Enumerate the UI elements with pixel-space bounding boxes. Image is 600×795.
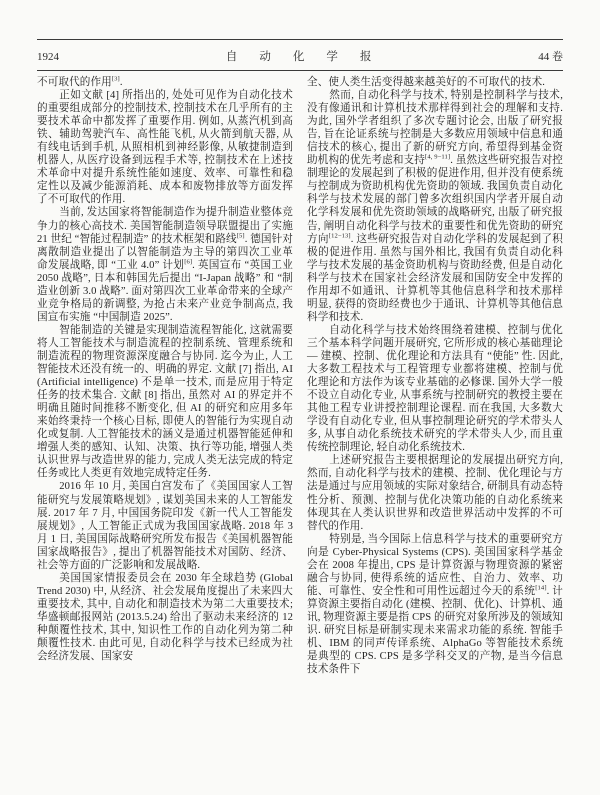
left-column	[37, 76, 293, 676]
paragraph	[307, 533, 563, 677]
page-header	[37, 48, 563, 64]
paragraph	[37, 206, 293, 323]
paragraph	[307, 324, 563, 454]
page-number: 1924	[37, 51, 59, 63]
text-run: 美国国家情报委员会在 2030 年全球趋势 (Global Trend 2030) 中, 从经济、社会发展角度提出了未来四大重要技术, 其中, 自动化和制造技术为第二大重要技术; 华盛顿邮报网站 (2013.5.24) 给出了驱动未来经济的 12 种颠覆性技术, 其中, 知识性工作的自动化列为第二种颠覆性技术. 由此可见, 自动化科学与技术已经成为社会经济发展、国家安	[37, 572, 293, 663]
citation-superscript: [5]	[236, 232, 245, 240]
paragraph	[307, 76, 563, 89]
paragraph	[37, 480, 293, 571]
paragraph	[307, 89, 563, 324]
text-run: 上述研究报告主要根据理论的发展提出研究方向, 然而, 自动化科学与技术的建模、控制、优化理论与方法是通过与应用领域的实际对象结合, 研制具有动态特性分析、预测、控制与优化决策功能的自动化系统来体现其在人类认识世界和改造世界活动中发挥的不可替代的作用.	[307, 455, 563, 532]
text-run: 不可取代的作用	[37, 77, 112, 88]
citation-superscript: [14]	[535, 584, 547, 592]
text-run: . 计算资源主要指自动化 (建模、控制、优化)、计算机、通讯, 物理资源主要是指 CPS 的研究对象所涉及的领域知识. 研究目标是研制实现未来需求功能的系统. 智能手机、IBM 的同声传译系统、AlphaGo 等智能技术系统是典型的 CPS. CPS 是多学科交叉的产物, 是当今信息技术条件下	[307, 585, 563, 676]
volume-label: 44 卷	[538, 51, 563, 63]
header-top-rule	[37, 39, 563, 40]
text-run: .	[119, 77, 123, 88]
text-run: 全、使人类生活变得越来越美好的不可取代的技术.	[307, 77, 546, 88]
text-run: 自动化科学与技术始终围绕着建模、控制与优化三个基本科学问题开展研究, 它所形成的核心基础理论 — 建模、控制、优化理论和方法具有 “使能” 性. 因此, 大多数工程技术与工程管理专业都将建模、控制与优化理论和方法作为该专业基础的必修课. 国外大学一般不设立自动化专业, 从事系统与控制研究的教授主要在其他工程专业讲授控制理论课程. 而在我国, 大多数大学设有自动化专业, 但从事控制理论研究的学术带头人多, 从事自动化系统技术研究的学术带头人少, 而且重传统控制理论, 轻自动化系统技术.	[307, 324, 563, 454]
text-run: . 这些研究报告对自动化学科的发展起到了积极的促进作用. 虽然与国外相比, 我国有负责自动化科学与技术发展的基金资助机构与资助经费, 但是自动化科学与技术在国家社会经济发展和国防安全中发挥的作用却不如通讯、计算机等其他信息科学和技术那样明显, 获得的资助经费也少于通讯、计算机等其他信息科学和技术.	[307, 233, 563, 323]
paragraph	[37, 89, 293, 206]
text-run: 然而, 自动化科学与技术, 特别是控制科学与技术, 没有像通讯和计算机技术那样得到社会的理解和支持. 为此, 国外学者组织了多次专题讨论会, 出版了研究报告, 旨在论证系统与控制是大多数应用领域中信息和通信技术的核心, 提出了新的研究方向, 希望得到基金资助机构的优先考虑和支持	[307, 90, 563, 167]
text-run: 当前, 发达国家将智能制造作为提升制造业整体竞争力的核心高技术. 美国智能制造领导联盟提出了实施 21 世纪 “智能过程制造” 的技术框架和路线	[37, 207, 293, 245]
text-run: 正如文献 [4] 所指出的, 处处可见作为自动化技术的重要组成部分的控制技术, 控制技术在几乎所有的主要技术革命中都发挥了重要作用. 例如, 从蒸汽机到高铁、辅助驾驶汽车、高性能飞机, 从火箭到航天器, 从有线电话到手机, 从照相机到神经影像, 从敏捷制造到机器人, 从医疗设备到远程手术等, 控制技术在上述技术革命中对提升系统性能如速度、效率、可靠性和稳定性以及减少能源消耗、成本和废物排放等方面发挥了不可取代的作用.	[37, 90, 293, 206]
paragraph	[37, 76, 293, 89]
header-bottom-rule	[37, 70, 563, 71]
body-columns	[37, 76, 563, 676]
journal-title: 自动化学报	[225, 51, 394, 63]
right-column	[307, 76, 563, 676]
citation-superscript: [12−13]	[328, 232, 351, 240]
paragraph	[37, 572, 293, 663]
text-run: 特别是, 当今国际上信息科学与技术的重要研究方向是 Cyber-Physical Systems (CPS). 美国国家科学基金会在 2008 年提出, CPS 是计算资源与物理资源的紧密融合与协同, 使得系统的适应性、自治力、效率、功能、可靠性、安全性和可用性远超过今天的系统	[307, 533, 563, 597]
paragraph	[37, 324, 293, 481]
text-run: 2016 年 10 月, 美国白宫发布了《美国国家人工智能研究与发展策略规划》, 谋划美国未来的人工智能发展. 2017 年 7 月, 中国国务院印发《新一代人工智能发展规划》, 人工智能正式成为我国国家战略. 2018 年 3 月 1 日, 美国国际战略研究所发布报告《美国机器智能国家战略报告》, 提出了机器智能技术对国防、经济、社会等方面的广泛影响和发展战略.	[37, 481, 293, 571]
citation-superscript: [6]	[184, 258, 193, 266]
text-run: 智能制造的关键是实现制造流程智能化, 这就需要将人工智能技术与制造流程的控制系统、管理系统和制造流程的物理资源深度融合与协同. 迄今为止, 人工智能技术还没有统一的、明确的界定. 文献 [7] 指出, AI (Artificial intelligence) 不是单一技术, 而是应用于特定任务的技术集合. 文献 [8] 指出, 虽然对 AI 的界定并不明确且随时间推移不断变化, 但 AI 的研究和应用多年来始终秉持一个核心目标, 即使人的智能行为实现自动化或复制. 人工智能技术的涵义是通过机器智能延伸和增强人类的感知、认知、决策、执行等功能, 增强人类认识世界与改造世界的能力, 完成人类无法完成的特定任务或比人类更有效地完成特定任务.	[37, 324, 293, 480]
text-run: . 英国宣布 “英国工业 2050 战略”, 日本和韩国先后提出 “I-Japan 战略” 和 “制造业创新 3.0 战略”. 面对第四次工业革命带来的全球产业竞争格局的新调整, 为抢占未来产业竞争制高点, 我国宣布实施 “中国制造 2025”.	[37, 259, 293, 323]
citation-superscript: [4, 9−11]	[425, 153, 451, 161]
paragraph	[307, 454, 563, 532]
text-run: . 德国针对离散制造业提出了以智能制造为主导的第四次工业革命发展战略, 即 “工业 4.0” 计划	[37, 233, 293, 271]
citation-superscript: [3]	[111, 75, 120, 83]
text-run: . 虽然这些研究报告对控制理论的发展起到了积极的促进作用, 但并没有使系统与控制成为资助机构优先资助的领域. 我国负责自动化科学与技术发展的部门曾多次组织国内学者开展自动化学科发展和优先资助领域的战略研究, 出版了研究报告, 阐明自动化科学与技术的重要性和优先资助的研究方向	[307, 155, 563, 245]
